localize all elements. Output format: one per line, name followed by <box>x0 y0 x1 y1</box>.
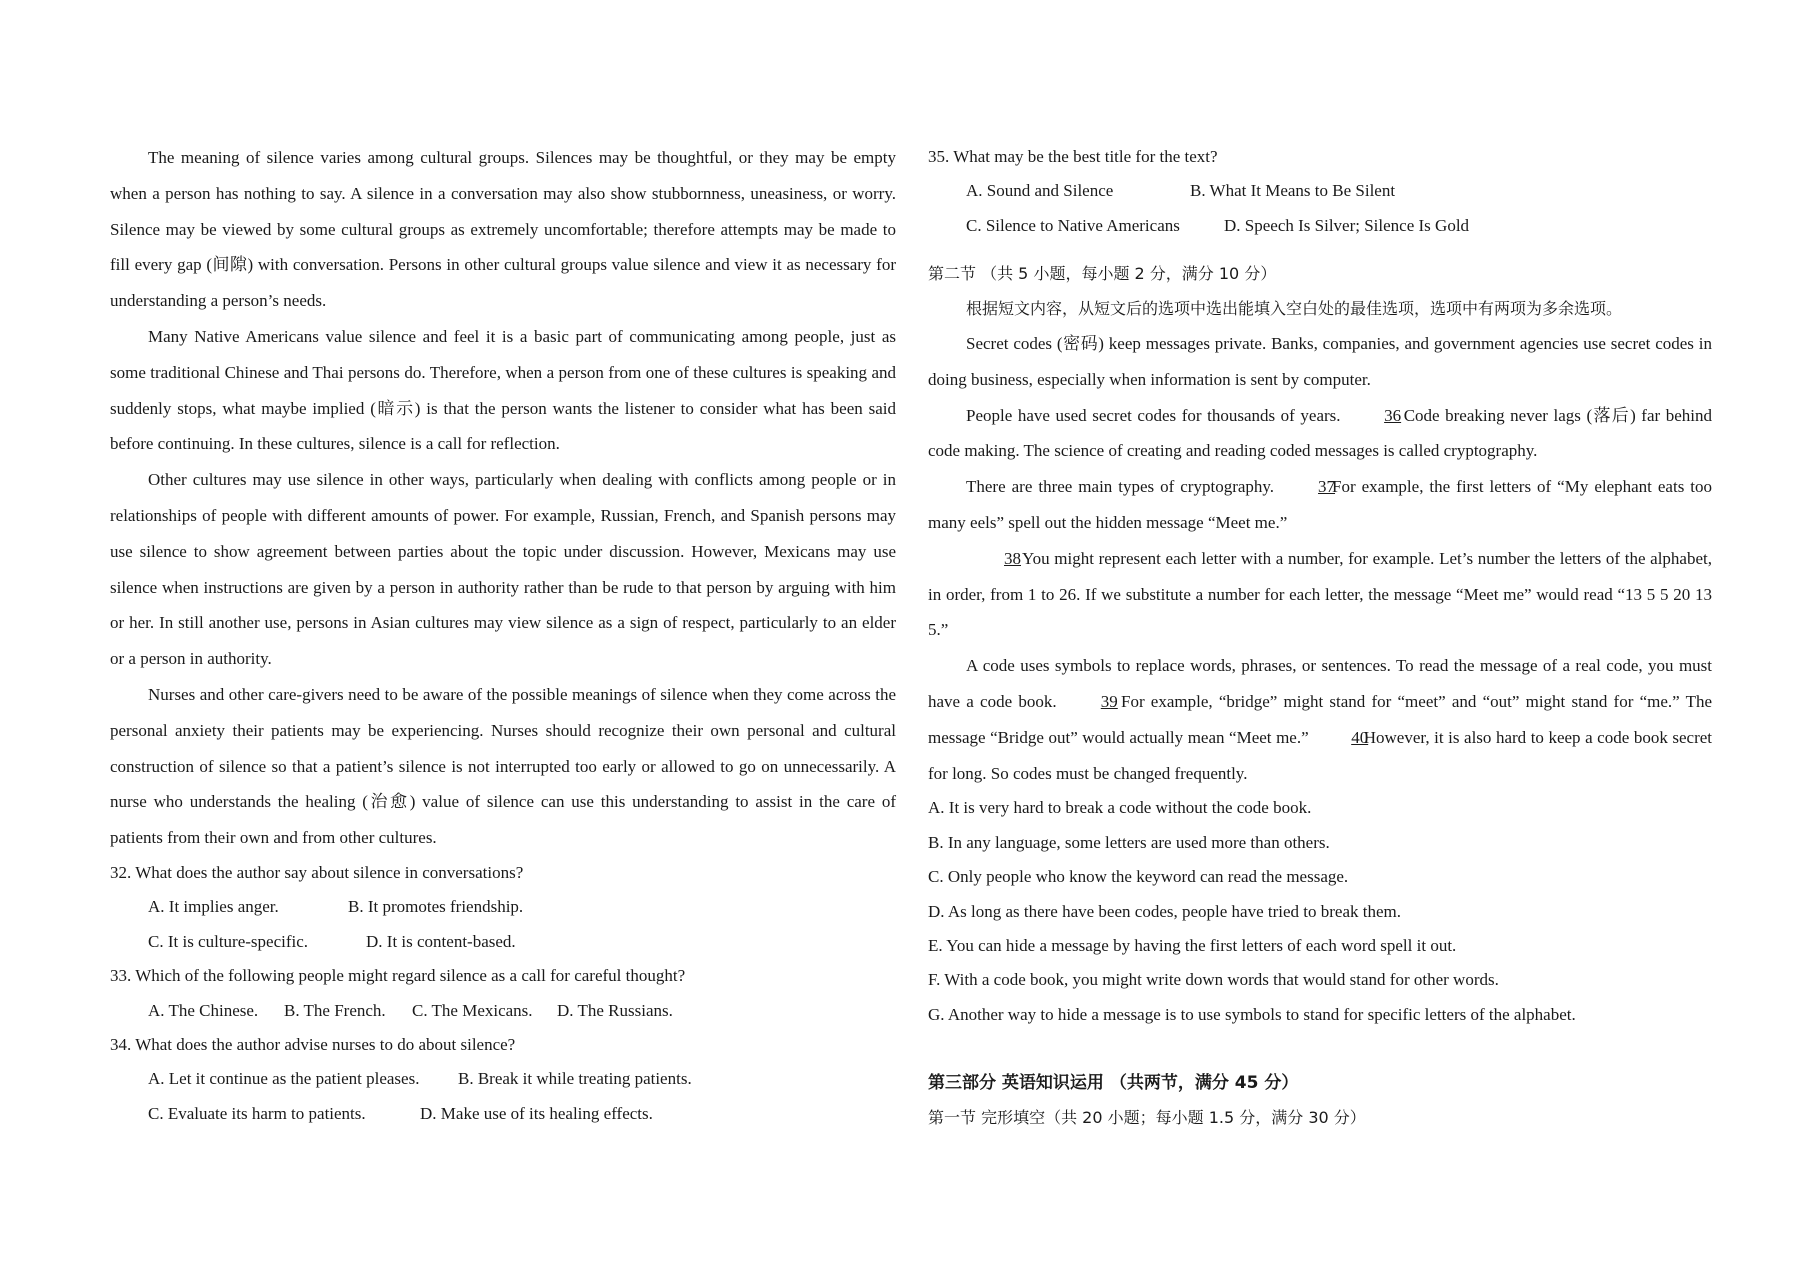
answer-option-e: E. You can hide a message by having the first letters of each word spell it out. <box>928 936 1457 956</box>
question-33-stem: 33. Which of the following people might regard silence as a call for careful thought? <box>110 966 686 986</box>
p4-text-after: You might represent each letter with a number, for example. Let’s number the letters of the alphabet, in order, from 1 to 26. If we substitute a number for each letter, the message “Meet me” would read “13 5 5 20 13 5.” <box>928 548 1712 640</box>
p5-text-middle: For example, “bridge” might stand for “meet” and “out” might stand for “me.” The message “Bridge out” would actually mean “Meet me.” <box>928 692 1712 747</box>
answer-option-b: B. In any language, some letters are used more than others. <box>928 832 1330 852</box>
left-column <box>110 140 896 1131</box>
blank-39: 39 <box>1100 692 1118 711</box>
passage-paragraph-4: Nurses and other care-givers need to be aware of the possible meanings of silence when they come across the personal anxiety their patients may be experiencing. Nurses should recognize their own personal and cultural construction of silence so that a patient’s silence is not interrupted too early or allowed to go on unnecessarily. A nurse who understands the healing (治愈) value of silence can use this understanding to assist in the care of patients from their own and from other cultures. <box>110 684 896 848</box>
question-32-options-row-1 <box>110 890 896 924</box>
question-34-options-row-1 <box>110 1062 896 1096</box>
question-32-options-row-2 <box>110 925 896 959</box>
blank-36: 36 <box>1384 405 1402 425</box>
option-35-a: A. Sound and Silence <box>966 181 1114 201</box>
option-34-b: B. Break it while treating patients. <box>458 1069 692 1089</box>
right-column <box>928 140 1712 1135</box>
code-paragraph-3 <box>928 469 1712 541</box>
option-34-c: C. Evaluate its harm to patients. <box>148 1103 366 1123</box>
question-35-stem: 35. What may be the best title for the text? <box>928 147 1218 166</box>
answer-option-d: D. As long as there have been codes, people have tried to break them. <box>928 901 1402 921</box>
code-paragraph-1: Secret codes (密码) keep messages private. Banks, companies, and government agencies use secret codes in doing business, especially when information is sent by computer. <box>928 334 1712 389</box>
passage-paragraph-2: Many Native Americans value silence and feel it is a basic part of communicating among people, just as some traditional Chinese and Thai persons do. Therefore, when a person from one of these cultures is speaking and suddenly stops, what maybe implied (暗示) is that the person wants the listener to consider what has been said before continuing. In these cultures, silence is a call for reflection. <box>110 326 896 454</box>
option-32-d: D. It is content-based. <box>366 931 516 951</box>
answer-option-g: G. Another way to hide a message is to use symbols to stand for specific letters of the alphabet. <box>928 1004 1576 1024</box>
blank-40: 40 <box>1351 727 1369 747</box>
option-33-d: D. The Russians. <box>557 1000 673 1020</box>
option-34-d: D. Make use of its healing effects. <box>420 1103 653 1123</box>
passage-paragraph-1: The meaning of silence varies among cultural groups. Silences may be thoughtful, or they may be empty when a person has nothing to say. A silence in a conversation may also show stubbornness, uneasiness, or worry. Silence may be viewed by some cultural groups as extremely uncomfortable; therefore attempts may be made to fill every gap (间隙) with conversation. Persons in other cultural groups value silence and view it as necessary for understanding a person’s needs. <box>110 148 896 311</box>
option-33-c: C. The Mexicans. <box>412 1000 533 1020</box>
p2-text-before: People have used secret codes for thousands of years. <box>966 405 1341 425</box>
option-32-a: A. It implies anger. <box>148 897 279 917</box>
blank-37: 37 <box>1318 477 1336 497</box>
section-2-instruction: 根据短文内容，从短文后的选项中选出能填入空白处的最佳选项，选项中有两项为多余选项。 <box>966 298 1623 318</box>
p3-text-after: For example, the first letters of “My elephant eats too many eels” spell out the hidden message “Meet me.” <box>928 477 1713 533</box>
option-35-d: D. Speech Is Silver; Silence Is Gold <box>1224 215 1470 235</box>
p3-text-before: There are three main types of cryptography. <box>966 477 1275 497</box>
p2-text-after: Code breaking never lags (落后) far behind code making. The science of creating and reading coded messages is called cryptography. <box>928 405 1713 461</box>
option-33-b: B. The French. <box>284 1000 386 1020</box>
question-35-options-row-1 <box>928 174 1712 208</box>
blank-38: 38 <box>1004 548 1021 568</box>
option-34-a: A. Let it continue as the patient pleases. <box>148 1069 420 1089</box>
answer-option-a: A. It is very hard to break a code without the code book. <box>928 798 1312 818</box>
p5-text-before: A code uses symbols to replace words, phrases, or sentences. To read the message of a real code, you must have a code book. <box>928 656 1712 711</box>
option-35-c: C. Silence to Native Americans <box>966 215 1180 235</box>
code-paragraph-2 <box>928 398 1712 470</box>
option-32-c: C. It is culture-specific. <box>148 931 309 951</box>
section-2-heading: 第二节 （共 5 小题，每小题 2 分，满分 10 分） <box>928 264 1277 284</box>
passage-paragraph-3: Other cultures may use silence in other ways, particularly when dealing with conflicts among people or in relationships of people with different amounts of power. For example, Russian, French, and Spanish persons may use silence to show agreement between parties about the topic under discussion. However, Mexicans may use silence when instructions are given by a person in authority rather than be rude to that person by arguing with him or her. In still another use, persons in Asian cultures may view silence as a sign of respect, particularly to an elder or a person in authority. <box>110 470 896 669</box>
question-33-options-row <box>110 994 896 1028</box>
answer-option-f: F. With a code book, you might write down words that would stand for other words. <box>928 970 1499 990</box>
option-33-a: A. The Chinese. <box>148 1000 259 1020</box>
code-paragraph-5 <box>928 648 1712 791</box>
option-35-b: B. What It Means to Be Silent <box>1190 181 1396 201</box>
part-3-subheading: 第一节 完形填空（共 20 小题；每小题 1.5 分，满分 30 分） <box>928 1107 1366 1127</box>
question-35-options-row-2 <box>928 209 1712 243</box>
p5-text-after: However, it is also hard to keep a code book secret for long. So codes must be changed frequently. <box>928 727 1712 783</box>
question-34-options-row-2 <box>110 1097 896 1131</box>
option-32-b: B. It promotes friendship. <box>348 897 524 917</box>
answer-option-c: C. Only people who know the keyword can read the message. <box>928 867 1349 887</box>
question-34-stem: 34. What does the author advise nurses to do about silence? <box>110 1034 516 1054</box>
part-3-heading: 第三部分 英语知识运用 （共两节，满分 45 分） <box>928 1073 1299 1094</box>
question-32-stem: 32. What does the author say about silence in conversations? <box>110 862 524 882</box>
code-paragraph-4 <box>928 541 1712 648</box>
